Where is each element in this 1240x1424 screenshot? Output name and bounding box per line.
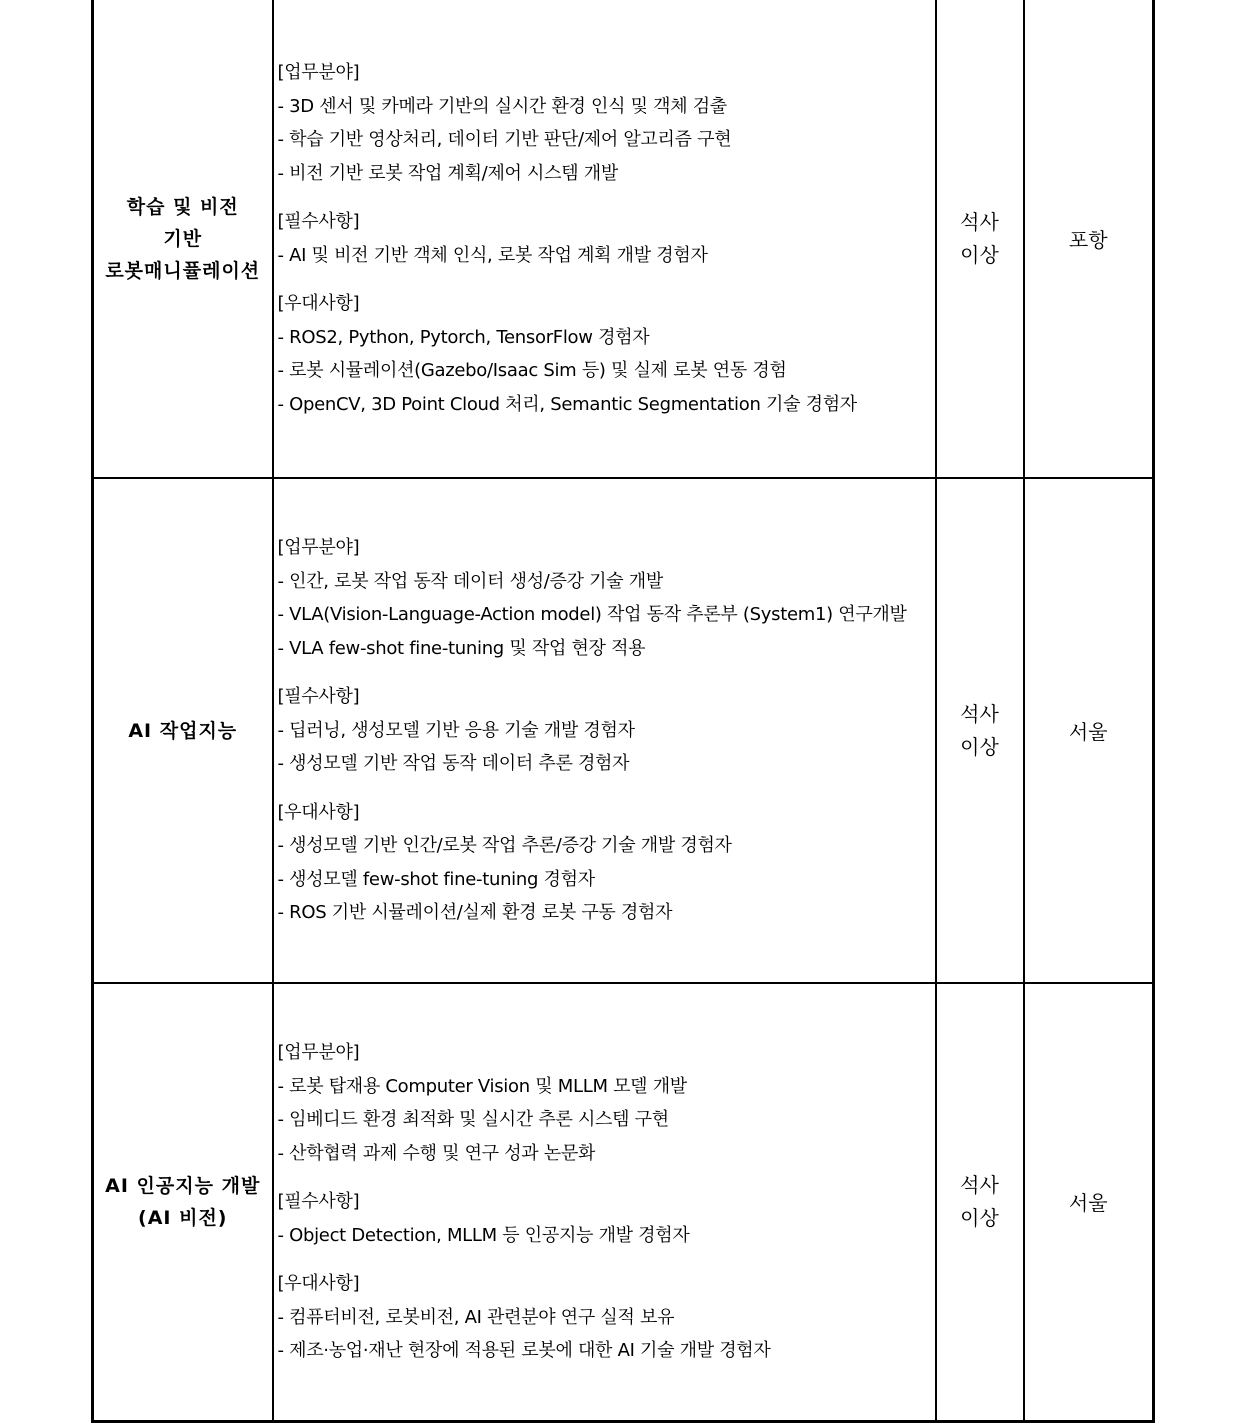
bullet-item: - 임베디드 환경 최적화 및 실시간 추론 시스템 구현	[277, 1109, 669, 1130]
bullet-item: - Object Detection, MLLM 등 인공지능 개발 경험자	[277, 1224, 690, 1246]
job-title-line: 학습 및 비전	[126, 195, 239, 218]
job-row	[93, 478, 1154, 983]
degree-line: 이상	[960, 1205, 999, 1230]
degree-line: 석사	[960, 701, 999, 726]
bullet-item: - 3D 센서 및 카메라 기반의 실시간 환경 인식 및 객체 검출	[277, 95, 727, 117]
bullet-item: - 딥러닝, 생성모델 기반 응용 기술 개발 경험자	[277, 719, 635, 741]
preferences-section	[278, 287, 935, 421]
job-title-cell	[93, 478, 273, 983]
bullet-item: - 산학협력 과제 수행 및 연구 성과 논문화	[277, 1142, 596, 1164]
job-title-line: AI 인공지능 개발	[105, 1174, 261, 1197]
duties-section	[278, 56, 935, 190]
section-heading: [우대사항]	[277, 801, 360, 823]
bullet-item: - 제조·농업·재난 현장에 적용된 로봇에 대한 AI 기술 개발 경험자	[277, 1340, 771, 1361]
bullet-item: - 로봇 탑재용 Computer Vision 및 MLLM 모델 개발	[277, 1075, 687, 1097]
bullet-item: - 비전 기반 로봇 작업 계획/제어 시스템 개발	[277, 162, 618, 184]
bullet-item: - 컴퓨터비전, 로봇비전, AI 관련분야 연구 실적 보유	[277, 1306, 675, 1328]
bullet-item: - 생성모델 기반 인간/로봇 작업 추론/증강 기술 개발 경험자	[277, 835, 732, 857]
degree-line: 이상	[960, 242, 999, 267]
job-description-cell	[273, 478, 936, 983]
bullet-item: - VLA(Vision-Language-Action model) 작업 동작 추론부 (System1) 연구개발	[277, 604, 907, 626]
section-heading: [우대사항]	[277, 293, 360, 314]
section-heading: [필수사항]	[277, 211, 360, 232]
bullet-item: - 생성모델 기반 작업 동작 데이터 추론 경험자	[277, 753, 630, 775]
section-heading: [업무분야]	[277, 1042, 360, 1063]
degree-cell	[936, 0, 1024, 478]
job-description-cell	[273, 983, 936, 1421]
bullet-item: - OpenCV, 3D Point Cloud 처리, Semantic Segmentation 기술 경험자	[277, 393, 857, 415]
job-title-line: (AI 비전)	[138, 1206, 228, 1229]
job-posting-table	[91, 0, 1155, 1423]
job-row	[93, 0, 1154, 478]
section-heading: [업무분야]	[277, 537, 360, 559]
bullet-item: - AI 및 비전 기반 객체 인식, 로봇 작업 계획 개발 경험자	[277, 244, 708, 266]
preferences-section	[278, 1267, 935, 1368]
location-cell: 서울	[1024, 478, 1154, 983]
requirements-section	[278, 1185, 935, 1252]
location-cell: 포항	[1024, 0, 1154, 478]
degree-line: 석사	[960, 1172, 999, 1197]
degree-cell	[936, 478, 1024, 983]
bullet-item: - ROS2, Python, Pytorch, TensorFlow 경험자	[277, 326, 650, 348]
duties-section	[278, 1036, 935, 1170]
requirements-section	[278, 205, 935, 272]
job-title-cell	[93, 0, 273, 478]
job-description-cell	[273, 0, 936, 478]
bullet-item: - 로봇 시뮬레이션(Gazebo/Isaac Sim 등) 및 실제 로봇 연동 경험	[277, 360, 787, 381]
duties-section	[278, 531, 935, 665]
preferences-section	[278, 796, 935, 930]
section-heading: [업무분야]	[277, 62, 360, 83]
section-heading: [필수사항]	[277, 686, 360, 708]
job-title-line: AI 작업지능	[128, 719, 238, 742]
job-row	[93, 983, 1154, 1421]
job-title-line: 기반	[163, 227, 203, 250]
bullet-item: - 생성모델 few-shot fine-tuning 경험자	[277, 868, 595, 890]
bullet-item: - VLA few-shot fine-tuning 및 작업 현장 적용	[277, 637, 646, 659]
bullet-item: - ROS 기반 시뮬레이션/실제 환경 로봇 구동 경험자	[277, 902, 673, 924]
degree-line: 석사	[960, 209, 999, 234]
degree-line: 이상	[960, 734, 999, 759]
bullet-item: - 인간, 로봇 작업 동작 데이터 생성/증강 기술 개발	[277, 570, 663, 592]
location-cell: 서울	[1024, 983, 1154, 1421]
degree-cell	[936, 983, 1024, 1421]
section-heading: [우대사항]	[277, 1273, 360, 1294]
bullet-item: - 학습 기반 영상처리, 데이터 기반 판단/제어 알고리즘 구현	[277, 129, 732, 150]
job-title-line: 로봇매니퓰레이션	[105, 259, 261, 282]
section-heading: [필수사항]	[277, 1191, 360, 1212]
job-title-cell	[93, 983, 273, 1421]
requirements-section	[278, 680, 935, 781]
